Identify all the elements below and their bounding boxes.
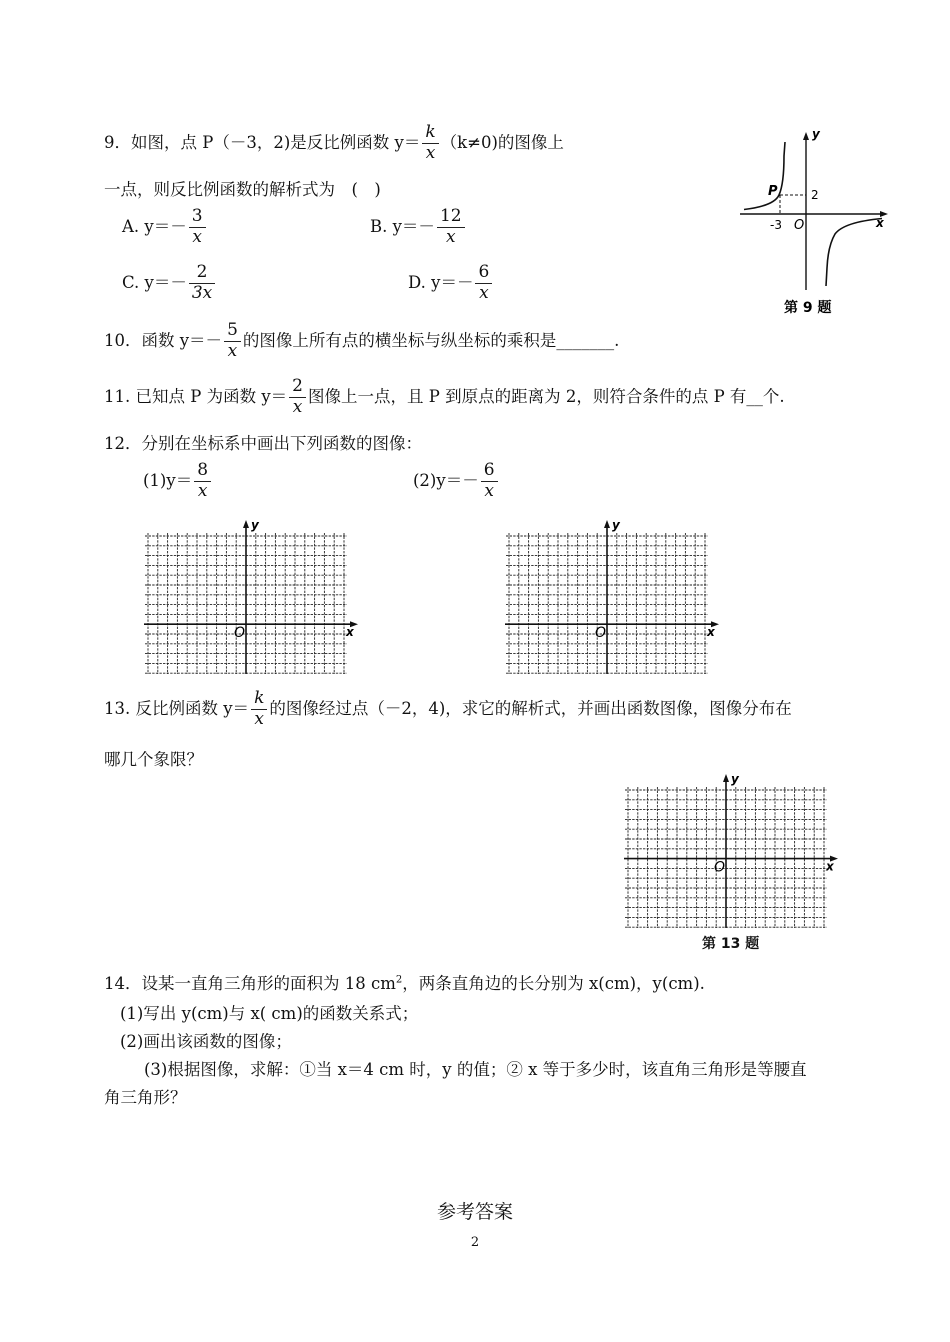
q10-frac-num: 5 — [224, 322, 241, 342]
q9-label-neg3: -3 — [770, 218, 782, 232]
q12-f1-frac — [194, 462, 211, 501]
q9-stem-line2: 一点，则反比例函数的解析式为 ( ) — [104, 180, 381, 199]
grid-label-origin: O — [595, 625, 607, 642]
q10-text-pre: 10．函数 y＝－ — [104, 330, 223, 350]
q9-option-d-frac — [475, 264, 492, 303]
q9-option-a-num: 3 — [189, 208, 206, 228]
q14-text-pre: 14．设某一直角三角形的面积为 18 cm — [104, 974, 396, 993]
q9-option-c-num: 2 — [189, 264, 215, 284]
q9-option-c-label: C. y＝－ — [122, 272, 187, 292]
y-arrow-icon — [243, 520, 249, 528]
q9-option-a-label: A. y＝－ — [122, 216, 187, 236]
q12-grid-1[interactable] — [142, 518, 364, 674]
q14-sub-3-cont: 角三角形？ — [104, 1088, 187, 1107]
q13-grid[interactable] — [622, 772, 844, 928]
grid-label-origin: O — [714, 859, 726, 876]
q9-option-d-num: 6 — [475, 264, 492, 284]
grid-label-y: y — [251, 518, 259, 532]
y-arrow-icon — [604, 520, 610, 528]
q10-frac-den: x — [227, 340, 238, 361]
q11-text-pre: 11. 已知点 P 为函数 y＝ — [104, 386, 288, 406]
q13-stem — [104, 690, 792, 729]
q13-stem-line2: 哪几个象限？ — [104, 750, 203, 769]
q9-curve-quadrant-2 — [744, 142, 785, 210]
q12-f1-den: x — [197, 480, 208, 501]
q9-text-post: （k≠0)的图像上 — [440, 132, 564, 152]
q9-option-c-den: 3x — [191, 282, 213, 303]
q12-f2-num: 6 — [481, 462, 498, 482]
q11-text-post: 图像上一点，且 P 到原点的距离为 2，则符合条件的点 P 有__个. — [307, 386, 785, 406]
q14-superscript: 2 — [395, 974, 403, 986]
q9-option-d-label: D. y＝－ — [408, 272, 474, 292]
q12-f1-num: 8 — [194, 462, 211, 482]
q12-f2-frac — [481, 462, 498, 501]
q9-label-2: 2 — [811, 188, 819, 202]
q13-frac-den: x — [254, 708, 265, 729]
grid-label-origin: O — [234, 625, 246, 642]
q9-option-b-frac — [437, 208, 465, 247]
q12-title: 12．分别在坐标系中画出下列函数的图像： — [104, 434, 422, 453]
q9-option-b-den: x — [445, 226, 456, 247]
q9-option-a-frac — [189, 208, 206, 247]
q9-frac-den: x — [425, 142, 436, 163]
q12-f2-den: x — [484, 480, 494, 501]
grid-axes — [624, 774, 838, 928]
q9-caption: 第 9 题 — [784, 300, 832, 316]
q9-fraction — [422, 124, 438, 163]
q14-sub-2: (2)画出该函数的图像； — [120, 1032, 292, 1051]
q9-label-x: x — [876, 216, 884, 230]
q14-sub-1: (1)写出 y(cm)与 x( cm)的函数关系式； — [120, 1004, 419, 1023]
q13-caption: 第 13 题 — [702, 936, 760, 952]
q12-function-2 — [413, 462, 500, 501]
q9-option-b-num: 12 — [437, 208, 465, 228]
q9-option-b-label: B. y＝－ — [370, 216, 435, 236]
q9-stem — [104, 124, 564, 163]
grid-axes — [144, 520, 358, 674]
q13-text-post: 的图像经过点（－2，4)，求它的解析式，并画出函数图像，图像分布在 — [269, 698, 792, 718]
q9-option-a-den: x — [192, 226, 202, 247]
q9-label-p: P — [768, 184, 778, 199]
q11-frac-num: 2 — [289, 378, 306, 398]
y-arrow-icon — [723, 774, 729, 782]
q9-option-b — [370, 208, 467, 247]
q9-label-origin: O — [794, 218, 805, 233]
grid-label-x: x — [346, 625, 354, 640]
q12-grid-2[interactable] — [503, 518, 725, 674]
q9-label-y: y — [812, 127, 820, 141]
grid-label-x: x — [707, 625, 715, 640]
q13-text-pre: 13. 反比例函数 y＝ — [104, 698, 250, 718]
answer-heading: 参考答案 — [436, 1201, 513, 1223]
q9-text-pre: 9．如图，点 P（－3，2)是反比例函数 y＝ — [104, 132, 421, 152]
q13-frac-num: k — [251, 690, 267, 710]
q9-option-d-den: x — [479, 282, 489, 303]
grid-label-y: y — [612, 518, 620, 532]
q9-frac-num: k — [422, 124, 438, 144]
grid-label-y: y — [731, 772, 739, 786]
q11-frac-den: x — [292, 396, 303, 417]
page-number: 2 — [470, 1235, 480, 1250]
q12-f1-label: (1)y＝ — [143, 470, 193, 490]
q10 — [104, 322, 619, 361]
q14-text-post: ，两条直角边的长分别为 x(cm)，y(cm). — [402, 974, 705, 993]
grid-axes — [505, 520, 719, 674]
q9-y-arrow-icon — [803, 132, 809, 140]
q10-text-post: 的图像上所有点的横坐标与纵坐标的乘积是_______. — [242, 330, 620, 350]
q9-option-c-frac — [189, 264, 215, 303]
q11-fraction — [289, 378, 306, 417]
q14-sub-3: (3)根据图像，求解：①当 x＝4 cm 时，y 的值；② x 等于多少时，该直角三角形是等腰直 — [144, 1060, 807, 1079]
q9-option-d — [408, 264, 494, 303]
q11 — [104, 378, 785, 417]
grid-label-x: x — [826, 859, 834, 874]
q12-f2-label: (2)y＝－ — [413, 470, 479, 490]
q9-option-a — [122, 208, 208, 247]
q9-curve-quadrant-4 — [826, 219, 882, 287]
q13-fraction — [251, 690, 267, 729]
q12-function-1 — [143, 462, 213, 501]
q10-fraction — [224, 322, 241, 361]
q9-figure — [734, 126, 894, 318]
q14-stem — [104, 970, 705, 994]
q9-option-c — [122, 264, 217, 303]
